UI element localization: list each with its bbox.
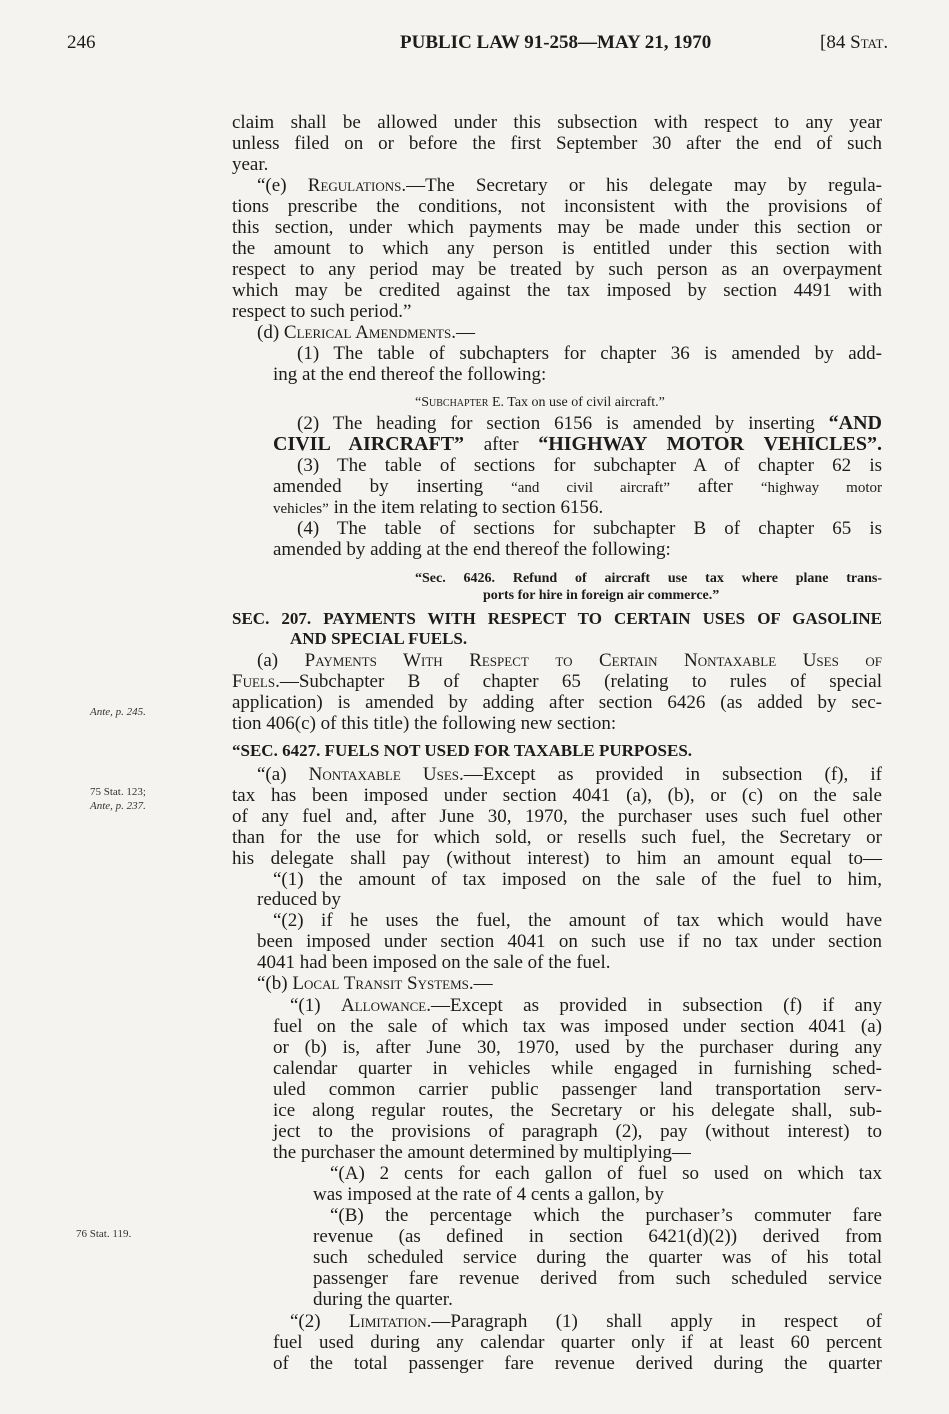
text-line: the amount to which any person is entitled under this section with [232,238,882,259]
text-line: (3) The table of sections for subchapter A of chapter 62 is [297,455,882,476]
text: “(b) [257,973,293,994]
volume-reference [820,32,888,54]
text-line: claim shall be allowed under this subsection with respect to any year [232,112,882,133]
text-line: been imposed under section 4041 on such use if no tax under section [257,931,882,952]
text-line: application) is amended by adding after section 6426 (as added by sec- [232,692,882,713]
text: Subchapter [421,395,489,410]
text-line: respect to such period.” [232,301,412,322]
subsection-heading: Local Transit Systems [292,973,469,994]
page-number: 246 [67,32,96,53]
text: .—The Secretary or his delegate may by regula- [401,175,882,196]
text-line: of the total passenger fare revenue derived during the quarter [273,1353,882,1374]
bold-text: “HIGHWAY MOTOR VEHICLES”. [538,433,882,455]
text-line: tions prescribe the conditions, not inconsistent with the provisions of [232,196,882,217]
text-line: such scheduled service during the quarter was of his total [313,1247,882,1268]
page-title: PUBLIC LAW 91-258—MAY 21, 1970 [400,32,712,53]
text-line [297,413,882,434]
volume-number: [84 [820,32,851,53]
subsection-heading: Clerical Amendments [283,322,452,343]
margin-note: 75 Stat. 123; [90,786,146,798]
text: .— [468,973,493,994]
text-line: the purchaser the amount determined by multiplying— [273,1142,691,1163]
text-line: amended by adding at the end thereof the following: [273,539,671,560]
text-line: calendar quarter in vehicles while engaged in furnishing sched- [273,1058,882,1079]
text: “(1) [290,995,341,1016]
text: .—Except as provided in subsection (f), if [459,764,882,785]
text-line: his delegate shall pay (without interest) to him an amount equal to— [232,848,882,869]
text-line [232,671,882,692]
text: in the item relating to section 6156. [328,497,604,518]
bold-text: CIVIL AIRCRAFT” [273,433,465,455]
subsection-heading: Allowance [341,995,427,1016]
text-line: fuel used during any calendar quarter only if at least 60 percent [273,1332,882,1353]
subsection-heading: Payments With Respect to Certain Nontaxable Uses of [304,650,882,671]
text-line: ing at the end thereof the following: [273,364,547,385]
text-line: revenue (as defined in section 6421(d)(2)) derived from [313,1226,882,1247]
text-line: fuel on the sale of which tax was imposed under section 4041 (a) [273,1016,882,1037]
margin-note: Ante, p. 237. [90,800,146,812]
text-line [290,995,882,1016]
text-line: respect to any period may be treated by such person as an overpayment [232,259,882,280]
text: “(e) [257,175,308,196]
text: .—Paragraph (1) shall apply in respect of [426,1311,882,1332]
text: “(a) [257,764,309,785]
section-heading: “SEC. 6427. FUELS NOT USED FOR TAXABLE PURPOSES. [232,741,693,760]
text-line: unless filed on or before the first September 30 after the end of such [232,133,882,154]
subsection-heading: Nontaxable Uses [308,764,460,785]
text-line: year. [232,154,269,175]
quoted-text: “and civil aircraft” [511,480,671,496]
text-line [257,650,882,671]
quoted-text: vehicles” [273,501,329,517]
text-line: 4041 had been imposed on the sale of the fuel. [257,952,611,973]
text-line: uled common carrier public passenger land transportation serv- [273,1079,882,1100]
text: .— [451,322,475,343]
section-heading: SEC. 207. PAYMENTS WITH RESPECT TO CERTAIN USES OF GASOLINE [232,609,882,628]
text: “(2) [290,1311,349,1332]
text-line: during the quarter. [313,1289,453,1310]
text-line: ice along regular routes, the Secretary or his delegate shall, sub- [273,1100,882,1121]
text-line: “(B) the percentage which the purchaser’s commuter fare [330,1205,882,1226]
text-line [257,764,882,785]
text: amended by inserting [273,476,512,497]
subsection-heading: Regulations [307,175,402,196]
text-line: (1) The table of subchapters for chapter 36 is amended by add- [297,343,882,364]
text-line: tion 406(c) of this title) the following new section: [232,713,617,734]
text-line: “(A) 2 cents for each gallon of fuel so used on which tax [330,1163,882,1184]
text: “ [415,395,422,410]
margin-note: 76 Stat. 119. [76,1228,132,1240]
text-line: of any fuel and, after June 30, 1970, the purchaser uses such fuel other [232,806,882,827]
text-line [290,1311,882,1332]
text-line [273,434,882,455]
bold-text: “AND [828,412,882,434]
text-line: (4) The table of sections for subchapter B of chapter 65 is [297,518,882,539]
text-line: ject to the provisions of paragraph (2), pay (without interest) to [273,1121,882,1142]
text-line: or (b) is, after June 30, 1970, used by the purchaser during any [273,1037,882,1058]
subsection-heading: Limitation [348,1311,427,1332]
subsection-heading: Fuels [232,671,276,692]
text-line: “(2) if he uses the fuel, the amount of tax which would have [273,910,882,931]
section-heading: AND SPECIAL FUELS. [290,629,468,648]
text-line [257,175,882,196]
quoted-text: “highway motor [760,480,882,496]
quoted-entry: “Sec. 6426. Refund of aircraft use tax where plane trans- [415,571,882,586]
text-line [273,497,882,520]
margin-note: Ante, p. 245. [90,706,146,718]
text-line: was imposed at the rate of 4 cents a gallon, by [313,1184,664,1205]
text: (d) [257,322,284,343]
text: (2) The heading for section 6156 is amended by inserting [297,413,829,434]
text: after [670,476,761,497]
text-line [257,322,882,343]
text: after [464,434,539,455]
text-line: passenger fare revenue derived from such scheduled service [313,1268,882,1289]
text-line: reduced by [257,889,341,910]
quoted-entry [415,392,882,413]
text-line: which may be credited against the tax imposed by section 4491 with [232,280,882,301]
volume-label: Stat. [850,32,889,53]
text: E. Tax on use of civil aircraft.” [488,395,665,410]
text-line: “(1) the amount of tax imposed on the sale of the fuel to him, [273,869,882,890]
text-line [273,476,882,499]
text: .—Subchapter B of chapter 65 (relating to rules of special [275,671,882,692]
text-line: this section, under which payments may be made under this section or [232,217,882,238]
text: (a) [257,650,305,671]
text-line: tax has been imposed under section 4041 (a), (b), or (c) on the sale [232,785,882,806]
text: .—Except as provided in subsection (f) if any [426,995,882,1016]
text-line [257,973,882,994]
quoted-entry: ports for hire in foreign air commerce.” [483,588,720,603]
text-line: than for the use for which sold, or resells such fuel, the Secretary or [232,827,882,848]
